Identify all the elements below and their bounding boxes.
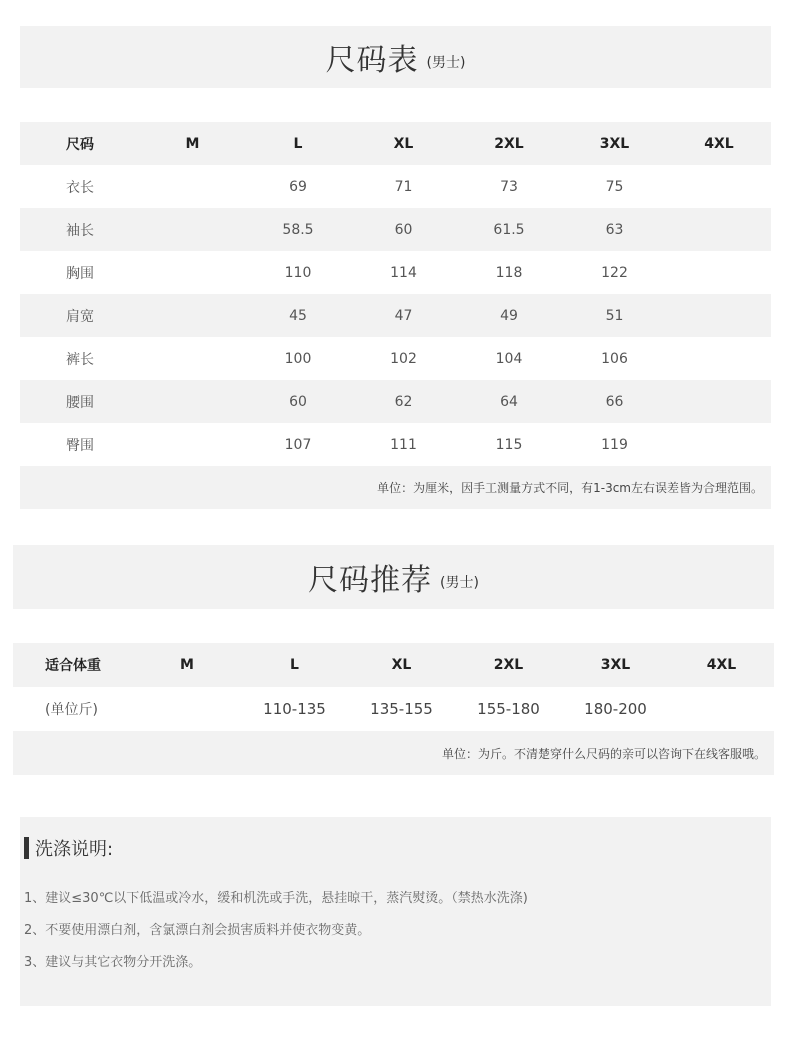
size-chart-header-row <box>20 122 771 165</box>
table-cell: 107 <box>284 436 312 453</box>
table-cell: 49 <box>456 294 562 337</box>
header-cell: 4XL <box>669 643 774 687</box>
header-cell: 2XL <box>455 643 562 687</box>
table-cell: 114 <box>390 264 417 281</box>
table-cell: 61.5 <box>456 208 562 251</box>
header-cell: M <box>140 122 245 165</box>
header-cell: M <box>133 643 241 687</box>
table-cell: 155-180 <box>477 700 540 718</box>
row-label: 肩宽 <box>20 294 140 337</box>
table-cell <box>667 337 771 380</box>
table-row <box>20 337 771 380</box>
table-cell: 119 <box>601 436 628 453</box>
table-cell <box>133 687 241 731</box>
row-label: 腰围 <box>20 380 140 423</box>
washing-line: 1、建议≤30℃以下低温或冷水，缓和机洗或手洗，悬挂晾干，蒸汽熨烫。（禁热水洗涤) <box>24 891 528 906</box>
header-cell: 尺码 <box>20 122 140 165</box>
table-cell: 118 <box>495 264 523 281</box>
table-cell: 45 <box>245 294 351 337</box>
table-cell <box>667 251 771 294</box>
table-cell: 111 <box>390 436 417 453</box>
recommendation-subtitle: (男士) <box>440 575 479 591</box>
size-chart-title: 尺码表 <box>325 43 419 78</box>
table-row <box>20 294 771 337</box>
table-cell: 60 <box>245 380 351 423</box>
header-cell: 适合体重 <box>13 643 133 687</box>
table-cell: 100 <box>284 350 312 367</box>
table-cell: 64 <box>456 380 562 423</box>
header-cell: L <box>245 122 351 165</box>
table-cell: 58.5 <box>245 208 351 251</box>
recommendation-note-row <box>13 731 774 775</box>
table-cell: 73 <box>500 178 518 195</box>
size-chart-table <box>20 122 771 509</box>
table-cell: 47 <box>351 294 456 337</box>
row-label: 衣长 <box>66 179 94 196</box>
table-row <box>20 251 771 294</box>
table-cell: 110 <box>284 264 312 281</box>
row-label: 臀围 <box>66 437 94 454</box>
table-row <box>13 687 774 731</box>
recommendation-title: 尺码推荐 <box>308 563 433 598</box>
header-cell: 3XL <box>562 122 667 165</box>
table-row <box>20 380 771 423</box>
washing-line: 3、建议与其它衣物分开洗涤。 <box>24 955 202 970</box>
recommendation-header-row <box>13 643 774 687</box>
table-cell: 115 <box>495 436 523 453</box>
table-cell <box>140 294 245 337</box>
size-chart-note: 单位：为厘米，因手工测量方式不同，有1-3cm左右误差皆为合理范围。 <box>20 466 771 509</box>
table-cell: 106 <box>601 350 628 367</box>
recommendation-table <box>13 643 774 775</box>
table-cell: 75 <box>605 178 624 195</box>
washing-heading <box>24 835 113 861</box>
size-chart-banner <box>20 26 771 88</box>
row-label: 胸围 <box>66 265 94 282</box>
table-cell <box>667 294 771 337</box>
washing-instructions-panel <box>20 817 771 1006</box>
table-cell: 104 <box>495 350 523 367</box>
table-cell <box>667 423 771 466</box>
table-row <box>20 423 771 466</box>
table-cell: 122 <box>601 264 628 281</box>
header-cell: L <box>241 643 348 687</box>
size-chart-note-row <box>20 466 771 509</box>
table-cell: 71 <box>394 178 413 195</box>
washing-title: 洗涤说明: <box>35 839 114 860</box>
table-cell: 66 <box>562 380 667 423</box>
row-label: (单位斤) <box>45 702 98 718</box>
table-cell <box>667 208 771 251</box>
table-cell: 60 <box>351 208 456 251</box>
size-chart-subtitle: (男士) <box>426 55 466 71</box>
header-cell: 4XL <box>667 122 771 165</box>
heading-accent-bar <box>24 837 29 859</box>
table-cell: 180-200 <box>584 700 647 718</box>
table-cell <box>140 208 245 251</box>
table-cell <box>140 337 245 380</box>
washing-line: 2、不要使用漂白剂，含氯漂白剂会损害质料并使衣物变黄。 <box>24 923 371 938</box>
table-cell: 63 <box>562 208 667 251</box>
table-cell: 102 <box>390 350 417 367</box>
table-row <box>20 165 771 208</box>
table-cell <box>669 687 774 731</box>
header-cell: 2XL <box>456 122 562 165</box>
table-cell <box>140 423 245 466</box>
header-cell: XL <box>348 643 455 687</box>
table-cell: 62 <box>351 380 456 423</box>
row-label: 袖长 <box>20 208 140 251</box>
table-cell <box>140 251 245 294</box>
table-cell <box>140 165 245 208</box>
table-cell: 135-155 <box>370 700 433 718</box>
row-label: 裤长 <box>66 351 94 368</box>
table-cell <box>667 380 771 423</box>
header-cell: XL <box>351 122 456 165</box>
table-cell: 69 <box>289 178 307 195</box>
table-cell <box>667 165 771 208</box>
table-row <box>20 208 771 251</box>
table-cell: 110-135 <box>263 700 326 718</box>
table-cell: 51 <box>562 294 667 337</box>
recommendation-banner <box>13 545 774 609</box>
recommendation-note: 单位：为斤。不清楚穿什么尺码的亲可以咨询下在线客服哦。 <box>13 731 774 775</box>
table-cell <box>140 380 245 423</box>
header-cell: 3XL <box>562 643 669 687</box>
